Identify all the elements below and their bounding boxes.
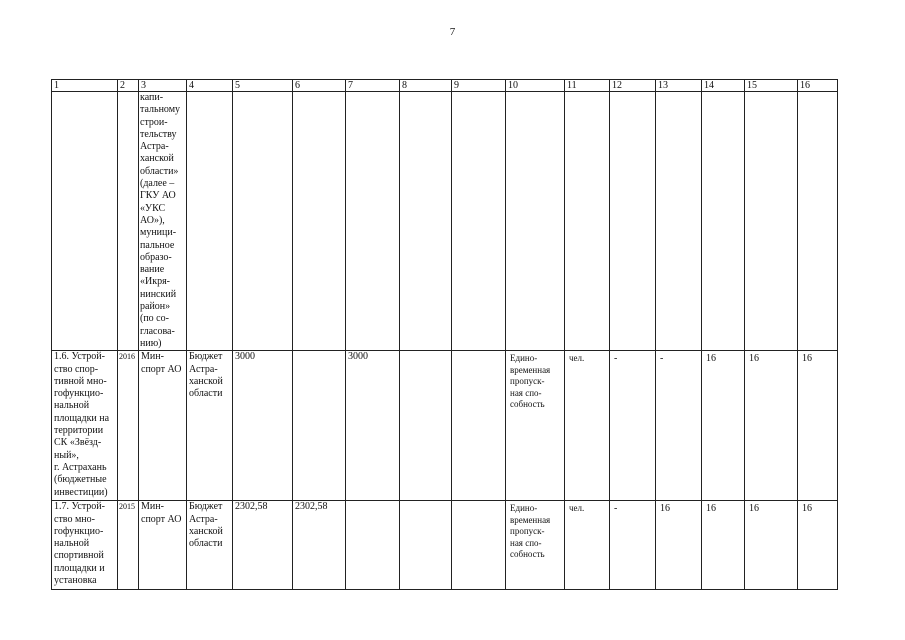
indicator-value-cell (798, 351, 838, 501)
header-cell: 3 (139, 80, 187, 92)
amount-2015-value: 2302,58 (295, 501, 328, 513)
amount-2016-cell (346, 501, 400, 590)
amount-2015-cell (293, 501, 346, 590)
table-row (52, 351, 838, 501)
indicator-value-cell (610, 501, 656, 590)
table-cell (610, 92, 656, 351)
indicator-value: - (614, 503, 618, 515)
header-cell: 5 (233, 80, 293, 92)
indicator-value-cell (656, 501, 702, 590)
table-cell (293, 92, 346, 351)
header-row (52, 80, 838, 92)
header-cell: 15 (745, 80, 798, 92)
total-amount-cell (233, 501, 293, 590)
header-cell: 11 (565, 80, 610, 92)
indicator-value-cell (745, 501, 798, 590)
unit-value: чел. (569, 503, 585, 514)
indicator-value-cell (702, 351, 745, 501)
indicator-value-cell (610, 351, 656, 501)
table-cell (702, 92, 745, 351)
executor-continuation-text: капи- тальному строи- тельству Астра- ханской области» (далее – ГКУ АО «УКС АО»), муници- пальное образо- вание «Икря- нинский район» (по со- гласова- нию) (140, 92, 181, 349)
header-cell: 13 (656, 80, 702, 92)
year-cell (118, 351, 139, 501)
table-cell (452, 501, 506, 590)
funding-source-cell (187, 351, 233, 501)
indicator-value-cell (745, 351, 798, 501)
indicator-value-cell (656, 351, 702, 501)
indicator-value: 16 (749, 503, 759, 515)
header-cell: 2 (118, 80, 139, 92)
header-cell: 12 (610, 80, 656, 92)
header-cell: 6 (293, 80, 346, 92)
header-cell: 14 (702, 80, 745, 92)
indicator-name: Едино- временная пропуск- ная спо- собность (510, 503, 551, 560)
indicator-name: Едино- временная пропуск- ная спо- собность (510, 353, 551, 410)
indicator-value: - (614, 353, 618, 365)
header-cell: 10 (506, 80, 565, 92)
header-cell: 4 (187, 80, 233, 92)
table-cell (118, 92, 139, 351)
total-amount-cell (233, 351, 293, 501)
table-cell (346, 92, 400, 351)
indicator-cell (506, 351, 565, 501)
header-cell: 1 (52, 80, 118, 92)
year-cell (118, 501, 139, 590)
continuation-row (52, 92, 838, 351)
table-cell (656, 92, 702, 351)
amount-2016-cell (346, 351, 400, 501)
amount-2015-cell (293, 351, 346, 501)
indicator-value: - (660, 353, 664, 365)
unit-cell (565, 501, 610, 590)
indicator-value-cell (798, 501, 838, 590)
table-cell (506, 92, 565, 351)
funding-source-value: Бюджет Астра- ханской области (189, 351, 223, 400)
indicator-value: 16 (802, 353, 812, 365)
unit-cell (565, 351, 610, 501)
unit-value: чел. (569, 353, 585, 364)
total-amount-value: 2302,58 (235, 501, 268, 513)
program-table-container (51, 79, 838, 590)
measure-name: 1.7. Устрой- ство мно- гофункцио- нальной спортивной площадки и установка (54, 501, 105, 587)
year-value: 2015 (119, 502, 135, 512)
indicator-value: 16 (749, 353, 759, 365)
indicator-value: 16 (706, 503, 716, 515)
measure-name-cell (52, 351, 118, 501)
executor-value: Мин- спорт АО (141, 501, 182, 525)
table-cell (187, 92, 233, 351)
header-cell: 8 (400, 80, 452, 92)
table-cell (452, 92, 506, 351)
table-cell (233, 92, 293, 351)
total-amount-value: 3000 (235, 351, 255, 363)
indicator-value: 16 (706, 353, 716, 365)
table-cell (452, 351, 506, 501)
table-cell (139, 92, 187, 351)
table-cell (400, 501, 452, 590)
header-cell: 16 (798, 80, 838, 92)
measure-name-cell (52, 501, 118, 590)
table-cell (798, 92, 838, 351)
amount-2016-value: 3000 (348, 351, 368, 363)
indicator-value: 16 (802, 503, 812, 515)
table-cell (400, 92, 452, 351)
funding-source-value: Бюджет Астра- ханской области (189, 501, 223, 550)
header-cell: 9 (452, 80, 506, 92)
executor-cell (139, 501, 187, 590)
program-table (51, 79, 838, 590)
table-cell (400, 351, 452, 501)
executor-value: Мин- спорт АО (141, 351, 182, 375)
table-cell (745, 92, 798, 351)
executor-cell (139, 351, 187, 501)
page-number: 7 (449, 26, 456, 38)
indicator-value: 16 (660, 503, 670, 515)
funding-source-cell (187, 501, 233, 590)
table-cell (52, 92, 118, 351)
indicator-cell (506, 501, 565, 590)
indicator-value-cell (702, 501, 745, 590)
measure-name: 1.6. Устрой- ство спор- тивной мно- гофункцио- нальной площадки на территории СК «Звёзд- ный», г. Астрахань (бюджетные инвестиции) (54, 351, 110, 498)
year-value: 2016 (119, 352, 135, 362)
table-row (52, 501, 838, 590)
header-cell: 7 (346, 80, 400, 92)
table-cell (565, 92, 610, 351)
